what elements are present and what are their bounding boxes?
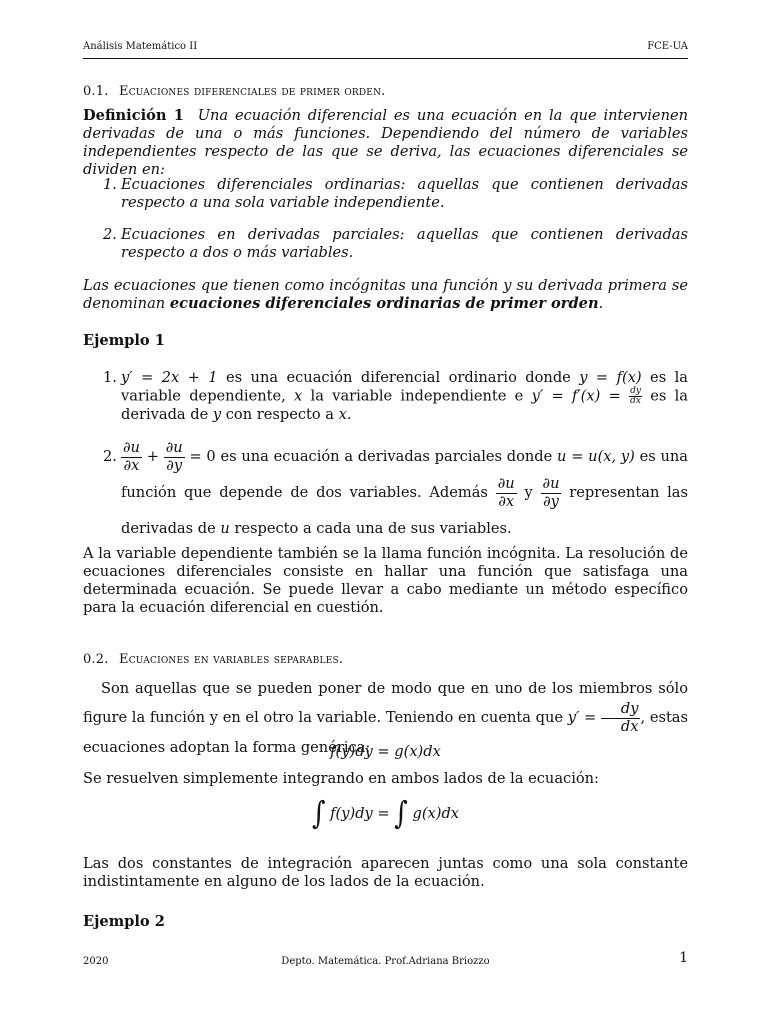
fraction-dy-dx: $\frac{dy}{dx}$ bbox=[630, 386, 641, 406]
example-1-item-2: 2. $\frac{\partial u}{\partial x}$ + $\frac{\partial u}{\partial y}$ = 0 es una ecuación a derivadas parciales donde u = u(x, y) es una función que depende de dos variables. Además $\frac{\partial u}{\partial x}$ y $\frac{\partial u}{\partial y}$ representan las derivadas de u respecto a cada una de sus variables. bbox=[103, 438, 688, 537]
integral-sign: ∫ bbox=[311, 796, 326, 832]
definition-closing: Las ecuaciones que tienen como incógnitas una función y su derivada primera se denominan ecuaciones diferenciales ordinarias de primer orden. bbox=[83, 277, 688, 312]
fraction-du-dy: $\frac{\partial u}{\partial y}$ bbox=[165, 438, 183, 474]
definition-item-2: 2. Ecuaciones en derivadas parciales: aquellas que contienen derivadas respecto a dos o más variables. bbox=[103, 226, 688, 261]
fraction-du-dx: $\frac{\partial u}{\partial x}$ bbox=[123, 438, 140, 474]
header-course: Análisis Matemático II bbox=[83, 41, 198, 52]
generic-form-equation: f(y)dy = g(x)dx bbox=[330, 743, 441, 760]
fraction-du-dy: $\frac{\partial u}{\partial y}$ bbox=[542, 474, 560, 510]
definition-text: Una ecuación diferencial es una ecuación en la que intervienen derivadas de una o más funciones. Dependiendo del número de variables independientes respecto de las que se deriva, las ecuaciones diferenciales se dividen en: bbox=[83, 107, 688, 178]
definition-item-text: Ecuaciones en derivadas parciales: aquellas que contienen derivadas respecto a dos o más variables. bbox=[121, 226, 688, 261]
fraction-du-dx: $\frac{\partial u}{\partial x}$ bbox=[497, 474, 515, 510]
resolve-text: Se resuelven simplemente integrando en ambos lados de la ecuación: bbox=[83, 770, 599, 787]
section-heading-1 bbox=[83, 83, 386, 101]
section-title: Ecuaciones diferenciales de primer orden. bbox=[119, 84, 386, 99]
header-institution: FCE-UA bbox=[647, 41, 688, 52]
page-number: 1 bbox=[679, 950, 688, 966]
document-page bbox=[83, 0, 688, 1024]
paragraph-unknown-function: A la variable dependiente también se la llama función incógnita. La resolución de ecuaciones diferenciales consiste en hallar una función que satisfaga una determinada ecuación. Se puede llevar a cabo mediante un método específico para la ecuación diferencial en cuestión. bbox=[83, 545, 688, 616]
running-header bbox=[83, 38, 688, 59]
section-number: 0.1. bbox=[83, 84, 109, 99]
integral-equation: ∫ f(y)dy = ∫ g(x)dx bbox=[311, 796, 460, 832]
definition-item-1: 1. Ecuaciones diferenciales ordinarias: aquellas que contienen derivadas respecto a una sola variable independiente. bbox=[103, 176, 688, 211]
example-2-heading: Ejemplo 2 bbox=[83, 913, 165, 930]
separable-intro: Son aquellas que se pueden poner de modo que en uno de los miembros sólo figure la función y en el otro la variable. Teniendo en cuenta que y′ = $\frac{dy}{dx}$ , estas ecuaciones adoptan la forma genérica: bbox=[83, 680, 688, 757]
definition-label: Definición 1 bbox=[83, 107, 184, 124]
footer-credit: Depto. Matemática. Prof.Adriana Briozzo bbox=[281, 956, 490, 967]
footer-year: 2020 bbox=[83, 956, 109, 967]
integral-sign: ∫ bbox=[394, 796, 408, 832]
definition-1 bbox=[83, 107, 688, 179]
section-heading-2 bbox=[83, 651, 343, 669]
constants-paragraph: Las dos constantes de integración aparecen juntas como una sola constante indistintamente en alguno de los lados de la ecuación. bbox=[83, 855, 688, 890]
fraction-dy-dx: $\frac{dy}{dx}$ bbox=[601, 701, 641, 735]
section-number: 0.2. bbox=[83, 652, 109, 667]
example-1-heading: Ejemplo 1 bbox=[83, 332, 165, 349]
example-1-item-1: 1. y′ = 2x + 1 es una ecuación diferencial ordinario donde y = f(x) es la variable dependiente, x la variable independiente e y′ = f′(x) = $\frac{dy}{dx}$ es la derivada de y con respecto a x. bbox=[103, 369, 689, 423]
section-title: Ecuaciones en variables separables. bbox=[119, 652, 344, 667]
definition-item-text: Ecuaciones diferenciales ordinarias: aquellas que contienen derivadas respecto a una sola variable independiente. bbox=[121, 176, 688, 211]
key-term: ecuaciones diferenciales ordinarias de primer orden bbox=[169, 295, 599, 312]
